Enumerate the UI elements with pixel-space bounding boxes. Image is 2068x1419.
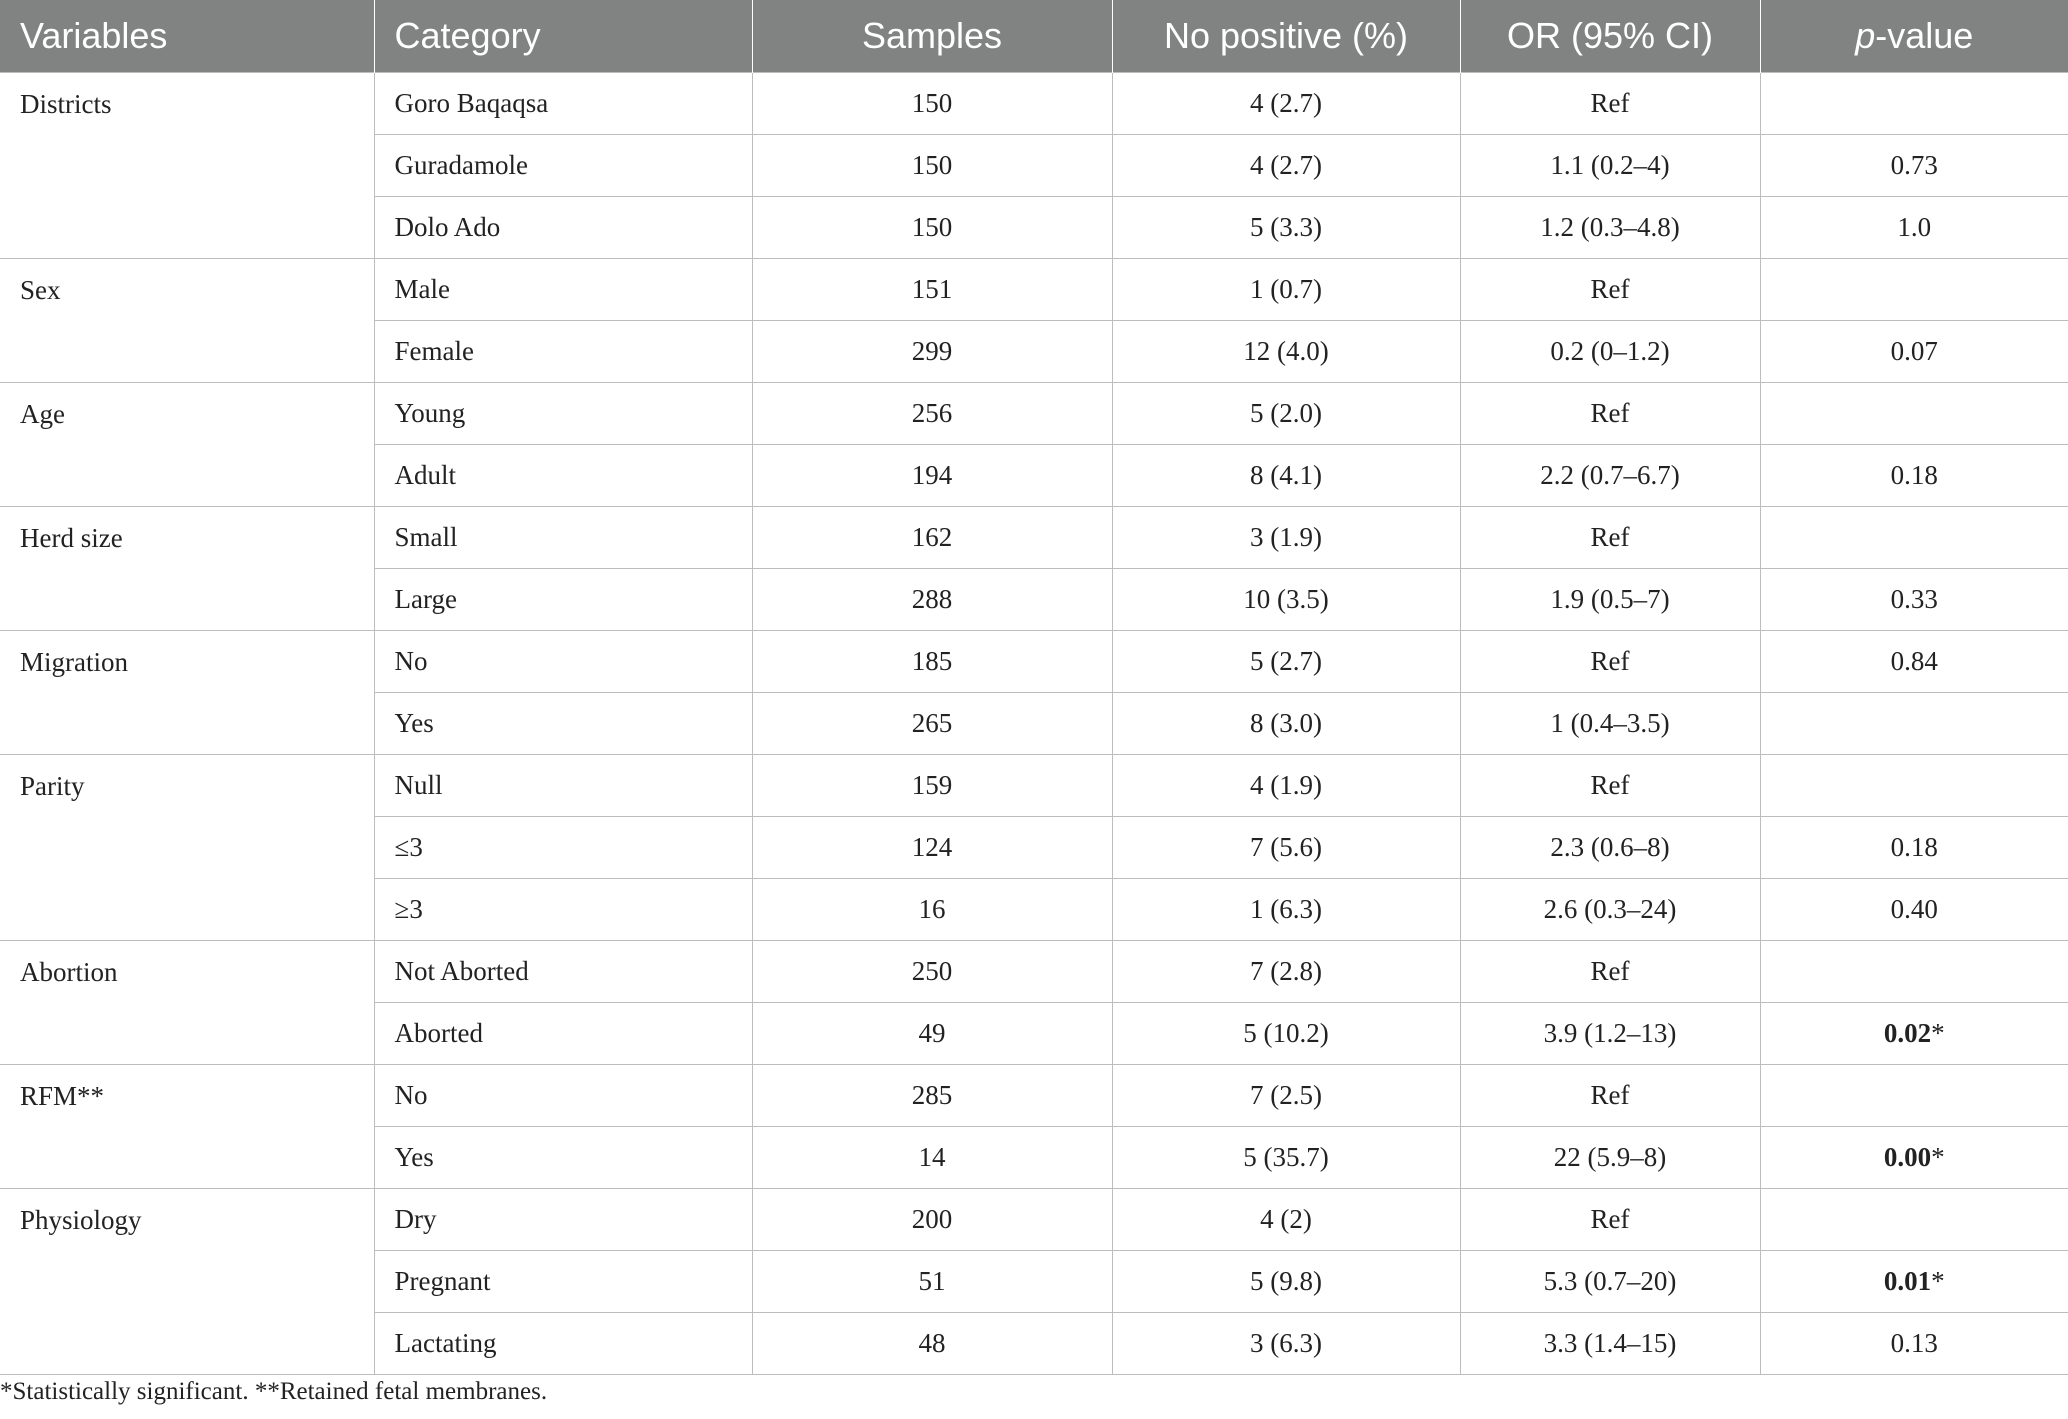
samples-cell: 150 — [752, 135, 1112, 197]
table-row — [0, 383, 2068, 445]
table-row — [0, 941, 2068, 1003]
or-cell: 3.3 (1.4–15) — [1460, 1313, 1760, 1375]
samples-cell: 159 — [752, 755, 1112, 817]
pvalue-cell — [1760, 1251, 2068, 1313]
pvalue-number: 0.07 — [1890, 336, 1938, 366]
pvalue-cell — [1760, 445, 2068, 507]
table-row — [0, 755, 2068, 817]
category-cell: No — [374, 631, 752, 693]
pvalue-number: 0.02 — [1883, 1018, 1932, 1048]
or-cell: 1 (0.4–3.5) — [1460, 693, 1760, 755]
table-row — [0, 73, 2068, 135]
table-row — [0, 259, 2068, 321]
variable-cell: RFM** — [0, 1065, 374, 1189]
or-cell: Ref — [1460, 383, 1760, 445]
positive-cell: 3 (6.3) — [1112, 1313, 1460, 1375]
positive-cell: 1 (6.3) — [1112, 879, 1460, 941]
samples-cell: 200 — [752, 1189, 1112, 1251]
pvalue-cell — [1760, 259, 2068, 321]
category-cell: Male — [374, 259, 752, 321]
pvalue-number: 0.40 — [1890, 894, 1938, 924]
variable-cell: Parity — [0, 755, 374, 941]
samples-cell: 48 — [752, 1313, 1112, 1375]
pvalue-number: 0.18 — [1890, 460, 1938, 490]
table-row — [0, 1065, 2068, 1127]
pvalue-number: 0.84 — [1890, 646, 1938, 676]
header-row — [0, 0, 2068, 73]
or-cell: 2.3 (0.6–8) — [1460, 817, 1760, 879]
category-cell: Yes — [374, 693, 752, 755]
or-cell: Ref — [1460, 507, 1760, 569]
category-cell: Yes — [374, 1127, 752, 1189]
or-cell: Ref — [1460, 73, 1760, 135]
category-cell: Dry — [374, 1189, 752, 1251]
pvalue-cell — [1760, 1313, 2068, 1375]
samples-cell: 285 — [752, 1065, 1112, 1127]
category-cell: Large — [374, 569, 752, 631]
or-cell: 5.3 (0.7–20) — [1460, 1251, 1760, 1313]
category-cell: Young — [374, 383, 752, 445]
positive-cell: 5 (2.7) — [1112, 631, 1460, 693]
pvalue-cell — [1760, 755, 2068, 817]
category-cell: No — [374, 1065, 752, 1127]
header-pvalue-p: p — [1855, 15, 1876, 56]
pvalue-cell — [1760, 197, 2068, 259]
variable-cell: Physiology — [0, 1189, 374, 1375]
or-cell: 3.9 (1.2–13) — [1460, 1003, 1760, 1065]
significance-marker: * — [1931, 1018, 1945, 1048]
or-cell: 0.2 (0–1.2) — [1460, 321, 1760, 383]
category-cell: ≤3 — [374, 817, 752, 879]
table-row — [0, 507, 2068, 569]
pvalue-number: 0.01 — [1883, 1266, 1932, 1296]
positive-cell: 4 (1.9) — [1112, 755, 1460, 817]
positive-cell: 5 (3.3) — [1112, 197, 1460, 259]
pvalue-cell — [1760, 1189, 2068, 1251]
positive-cell: 7 (2.8) — [1112, 941, 1460, 1003]
positive-cell: 4 (2.7) — [1112, 135, 1460, 197]
variable-cell: Age — [0, 383, 374, 507]
category-cell: Female — [374, 321, 752, 383]
header-variables: Variables — [0, 0, 374, 73]
category-cell: Goro Baqaqsa — [374, 73, 752, 135]
pvalue-number: 0.18 — [1890, 832, 1938, 862]
pvalue-number: 0.00 — [1883, 1142, 1932, 1172]
table-body — [0, 73, 2068, 1375]
or-cell: Ref — [1460, 1065, 1760, 1127]
pvalue-cell — [1760, 321, 2068, 383]
category-cell: Pregnant — [374, 1251, 752, 1313]
positive-cell: 3 (1.9) — [1112, 507, 1460, 569]
positive-cell: 7 (5.6) — [1112, 817, 1460, 879]
pvalue-cell — [1760, 135, 2068, 197]
pvalue-number: 0.33 — [1890, 584, 1938, 614]
positive-cell: 5 (2.0) — [1112, 383, 1460, 445]
positive-cell: 5 (10.2) — [1112, 1003, 1460, 1065]
category-cell: Lactating — [374, 1313, 752, 1375]
positive-cell: 8 (3.0) — [1112, 693, 1460, 755]
pvalue-cell — [1760, 569, 2068, 631]
samples-cell: 124 — [752, 817, 1112, 879]
footnote: *Statistically significant. **Retained fetal membranes. — [0, 1378, 548, 1405]
positive-cell: 1 (0.7) — [1112, 259, 1460, 321]
samples-cell: 151 — [752, 259, 1112, 321]
or-cell: 2.2 (0.7–6.7) — [1460, 445, 1760, 507]
or-cell: Ref — [1460, 755, 1760, 817]
pvalue-cell — [1760, 879, 2068, 941]
header-pvalue-rest: -value — [1875, 15, 1974, 56]
positive-cell: 10 (3.5) — [1112, 569, 1460, 631]
category-cell: Small — [374, 507, 752, 569]
variable-cell: Migration — [0, 631, 374, 755]
positive-cell: 4 (2.7) — [1112, 73, 1460, 135]
samples-cell: 16 — [752, 879, 1112, 941]
positive-cell: 4 (2) — [1112, 1189, 1460, 1251]
variable-cell: Districts — [0, 73, 374, 259]
category-cell: Not Aborted — [374, 941, 752, 1003]
header-samples: Samples — [752, 0, 1112, 73]
samples-cell: 265 — [752, 693, 1112, 755]
pvalue-number: 0.73 — [1890, 150, 1938, 180]
samples-cell: 14 — [752, 1127, 1112, 1189]
or-cell: Ref — [1460, 941, 1760, 1003]
samples-cell: 51 — [752, 1251, 1112, 1313]
header-pvalue — [1760, 0, 2068, 73]
variable-cell: Herd size — [0, 507, 374, 631]
or-cell: 1.1 (0.2–4) — [1460, 135, 1760, 197]
or-cell: 1.2 (0.3–4.8) — [1460, 197, 1760, 259]
samples-cell: 256 — [752, 383, 1112, 445]
category-cell: Aborted — [374, 1003, 752, 1065]
variable-cell: Sex — [0, 259, 374, 383]
category-cell: Adult — [374, 445, 752, 507]
or-cell: 2.6 (0.3–24) — [1460, 879, 1760, 941]
pvalue-cell — [1760, 1003, 2068, 1065]
or-cell: Ref — [1460, 1189, 1760, 1251]
samples-cell: 250 — [752, 941, 1112, 1003]
positive-cell: 12 (4.0) — [1112, 321, 1460, 383]
samples-cell: 194 — [752, 445, 1112, 507]
positive-cell: 5 (35.7) — [1112, 1127, 1460, 1189]
significance-marker: * — [1931, 1142, 1945, 1172]
positive-cell: 7 (2.5) — [1112, 1065, 1460, 1127]
header-or: OR (95% CI) — [1460, 0, 1760, 73]
or-cell: Ref — [1460, 631, 1760, 693]
or-cell: 1.9 (0.5–7) — [1460, 569, 1760, 631]
variable-cell: Abortion — [0, 941, 374, 1065]
table-row — [0, 1189, 2068, 1251]
samples-cell: 150 — [752, 197, 1112, 259]
pvalue-number: 1.0 — [1897, 212, 1932, 242]
samples-cell: 185 — [752, 631, 1112, 693]
header-category: Category — [374, 0, 752, 73]
pvalue-cell — [1760, 941, 2068, 1003]
category-cell: Guradamole — [374, 135, 752, 197]
pvalue-cell — [1760, 817, 2068, 879]
category-cell: Null — [374, 755, 752, 817]
pvalue-cell — [1760, 693, 2068, 755]
pvalue-cell — [1760, 507, 2068, 569]
pvalue-cell — [1760, 631, 2068, 693]
pvalue-cell — [1760, 1127, 2068, 1189]
significance-marker: * — [1931, 1266, 1945, 1296]
samples-cell: 162 — [752, 507, 1112, 569]
samples-cell: 49 — [752, 1003, 1112, 1065]
pvalue-number: 0.13 — [1890, 1328, 1938, 1358]
or-cell: Ref — [1460, 259, 1760, 321]
table-row — [0, 631, 2068, 693]
positive-cell: 8 (4.1) — [1112, 445, 1460, 507]
samples-cell: 150 — [752, 73, 1112, 135]
category-cell: ≥3 — [374, 879, 752, 941]
category-cell: Dolo Ado — [374, 197, 752, 259]
or-cell: 22 (5.9–8) — [1460, 1127, 1760, 1189]
header-positive: No positive (%) — [1112, 0, 1460, 73]
samples-cell: 299 — [752, 321, 1112, 383]
pvalue-cell — [1760, 73, 2068, 135]
samples-cell: 288 — [752, 569, 1112, 631]
pvalue-cell — [1760, 383, 2068, 445]
pvalue-cell — [1760, 1065, 2068, 1127]
positive-cell: 5 (9.8) — [1112, 1251, 1460, 1313]
